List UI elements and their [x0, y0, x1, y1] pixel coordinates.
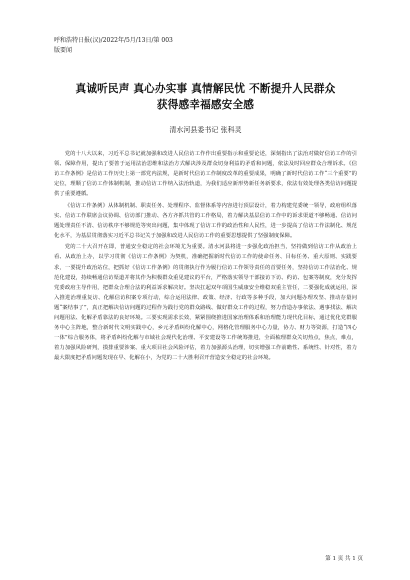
article-byline: 清水河县委书记 张科灵: [169, 126, 242, 134]
article-paragraph: 《信访工作条例》从体制机制、职责任务、处理程序、监督体系等内容进行顶层设计，着力构建党委统一领导，政府组织落实、信访工作联席会议协调、信访部门推动、各方齐抓共管的工作格局，着力解决基层信访工作中的诉求渠道不够畅通、信访问题处理责任不清、信访秩序不够规范等突出问题，集中体现了信访工作的政治性和人民性，进一步提高了信访工作法制化、规范化水平，为基层贯彻落实习近平总书记关于加强和改进人民信访工作的重要思想提供了坚强制度保障。: [54, 202, 357, 239]
article-body: [54, 149, 357, 363]
page-number: 第 1 页 共 1 页: [325, 556, 363, 562]
publication-source: 呼和浩特日报(汉)/2022年/5月/13日/第 003: [54, 37, 173, 44]
publication-section: 版要闻: [54, 46, 73, 54]
article-title-line-2: 获得感幸福感安全感: [156, 99, 255, 111]
article-title: [54, 81, 357, 113]
article-title-line-1: 真诚听民声 真心办实事 真情解民忧 不断提升人民群众: [75, 83, 336, 95]
article-paragraph: 党的十八大以来，习近平总书记就加强和改进人民信访工作作出重要指示和重要论述，深刻指出了法治对做好信访工作的引领、保障作用，提出了要善于运用法治思维和法治方式解决涉及群众切身利益的矛盾和问题，依法及时回应群众合理诉求。《信访工作条例》是信访工作历史上第一部党内法规，是新时代信访工作制度改革的重要成果，明确了新时代信访工作“三个重要”的定位，理顺了信访工作体制机制，推动信访工作纳入法治轨道，为我们适应新形势新任务新要求，依法有效处理各类信访问题提供了重要遵循。: [54, 151, 357, 198]
publication-meta: [54, 36, 357, 55]
article-paragraph: 党的二十大召开在即，普通安全稳定的社会环境尤为重要。清水河县将进一步强化政治担当，坚持做到信访工作从政治上看、从政治上办，以学习贯彻《信访工作条例》为契机，准确把握新时代信访工作的使命任务、目标任务、重大原则、实践要求，一要提升政治站位，把抓好《信访工作条例》的贯彻执行作为履行信访工作领导责任的首要任务，坚持信访工作法治化、规范化建设，持续畅通信访渠道并将其作为积极群众重见建议的平台，严格落实领导干部接访下访、约访、包案等制度，充分发挥党委政府主导作用，把群众合理合法的利益诉求解决好。坚决扛起双年项国生威康安全维稳双重主管任，二要强化成就运用，深入推进治理重复访、化解信访积案专项行动，综合运用法律、政策、经济、行政等多种手段，加大问题办理攻坚、推动存量问题“案结事了”，真正把解决信访问题的过程作为践行党的群众路线、做好群众工作的过程，努力营造办事依法、遇事找法、解决问题用法、化解矛盾靠法的良好环境。三要实现需求长效，紧紧围绕推进国家治理体系和治理能力现代化目标，通过优化党群服务中心主阵地，整合新时代文明实践中心，乡元矛盾纠纷化解中心，网格化管理服务中心力量，协力、财力等资源，打造“四心一体”综合服务体，将矛盾纠纷化解与市域社会现代化治理、平安建设等工作统筹推进，全面梳理群众关切热点，焦点，难点，着力加强风险研判，摸排重要涉案、重大项目社会风险评估，着力加强源头治理，切实增强工作前瞻性、系统性、针对性，着力最大限度把矛盾问题发现在早、化解在小，为党的二十大胜利召开营造安全稳定的社会环境。: [54, 244, 357, 361]
